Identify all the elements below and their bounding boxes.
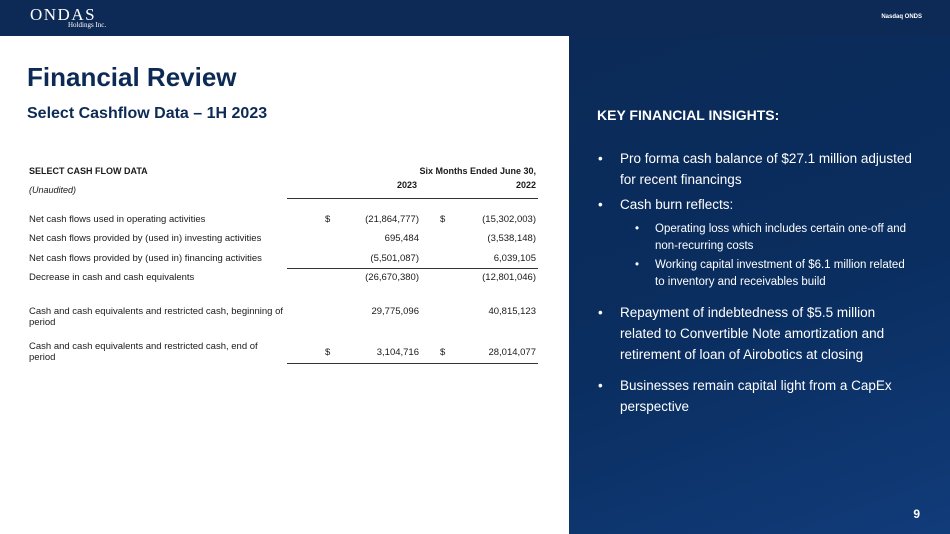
insight-bullet: • Pro forma cash balance of $27.1 million adjusted for recent financings bbox=[620, 148, 920, 190]
row-label: Net cash flows provided by (used in) investing activities bbox=[29, 233, 262, 244]
page-title: Financial Review bbox=[27, 62, 237, 92]
top-bar bbox=[0, 0, 950, 36]
currency-symbol: $ bbox=[440, 214, 446, 225]
row-label: Cash and cash equivalents and restricted cash, end of period bbox=[29, 341, 258, 363]
value-2023: 695,484 bbox=[384, 233, 419, 244]
insight-bullet: • Repayment of indebtedness of $5.5 million related to Convertible Note amortization and retirement of loan of Airobotics at closing bbox=[620, 302, 920, 365]
row-label: Net cash flows used in operating activities bbox=[29, 214, 206, 225]
insight-sub-bullet: • Operating loss which includes certain one-off and non-recurring costs bbox=[655, 221, 917, 255]
row-label: Net cash flows provided by (used in) financing activities bbox=[29, 253, 262, 264]
header-divider bbox=[287, 198, 538, 199]
insight-bullet: • Businesses remain capital light from a CapEx perspective bbox=[620, 375, 920, 417]
value-2022: 6,039,105 bbox=[493, 253, 536, 264]
page-number: 9 bbox=[913, 507, 920, 521]
year-2023-header: 2023 bbox=[396, 180, 417, 190]
insight-bullet: • Cash burn reflects: bbox=[620, 194, 920, 215]
page-subtitle: Select Cashflow Data – 1H 2023 bbox=[27, 105, 268, 122]
value-2022: (15,302,003) bbox=[482, 214, 536, 225]
value-2023: 29,775,096 bbox=[371, 306, 419, 317]
currency-symbol: $ bbox=[440, 347, 446, 358]
total-divider bbox=[287, 363, 538, 364]
insight-sub-bullet: • Working capital investment of $6.1 million related to inventory and receivables build bbox=[655, 257, 917, 291]
table-note: (Unaudited) bbox=[29, 185, 77, 195]
logo-subtext: Holdings Inc. bbox=[68, 21, 107, 29]
value-2023: (5,501,087) bbox=[370, 253, 419, 264]
table-heading: SELECT CASH FLOW DATA bbox=[29, 166, 148, 176]
value-2022: (3,538,148) bbox=[487, 233, 536, 244]
subtotal-divider bbox=[287, 268, 538, 269]
row-label: Cash and cash equivalents and restricted cash, beginning of period bbox=[29, 306, 284, 328]
value-2022: 28,014,077 bbox=[488, 347, 536, 358]
value-2022: 40,815,123 bbox=[488, 306, 536, 317]
year-2022-header: 2022 bbox=[515, 180, 536, 190]
period-header: Six Months Ended June 30, bbox=[419, 166, 536, 176]
value-2022: (12,801,046) bbox=[482, 272, 536, 283]
row-label: Decrease in cash and cash equivalents bbox=[29, 272, 195, 283]
ondas-logo bbox=[30, 5, 107, 29]
logo-wordmark: ONDAS bbox=[30, 5, 97, 24]
value-2023: (26,670,380) bbox=[365, 272, 419, 283]
insights-heading: KEY FINANCIAL INSIGHTS: bbox=[597, 107, 780, 123]
ticker-label: Nasdaq ONDS bbox=[881, 14, 922, 20]
value-2023: (21,864,777) bbox=[365, 214, 419, 225]
currency-symbol: $ bbox=[325, 347, 331, 358]
value-2023: 3,104,716 bbox=[376, 347, 419, 358]
currency-symbol: $ bbox=[325, 214, 331, 225]
